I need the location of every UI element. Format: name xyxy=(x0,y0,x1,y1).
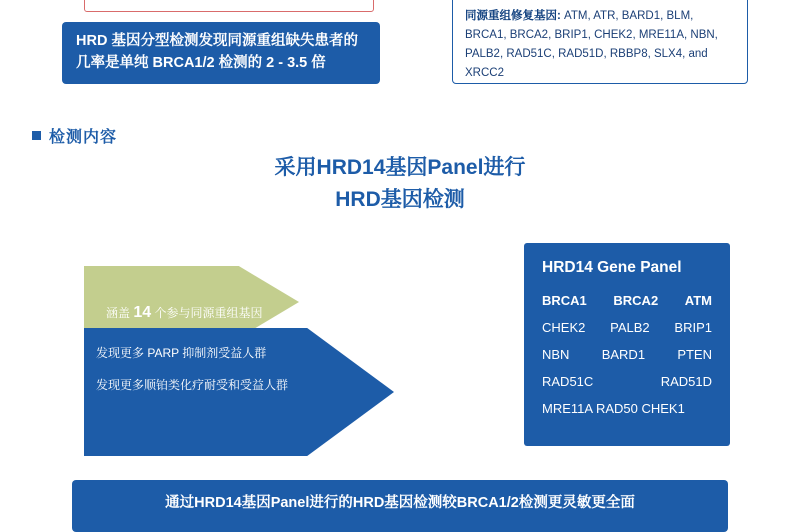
gene-name: BRIP1 xyxy=(674,320,712,335)
arrow-label-genes-prefix: 涵盖 xyxy=(106,306,134,320)
gene-name: BRCA1 xyxy=(542,293,587,308)
arrow-label-genes-suffix: 个参与同源重组基因 xyxy=(151,306,263,320)
gene-name: BARD1 xyxy=(601,347,646,362)
gene-panel-row xyxy=(542,374,712,389)
hr-repair-gene-label: 同源重组修复基因: xyxy=(465,10,561,22)
gene-panel-title: HRD14 Gene Panel xyxy=(542,259,682,276)
gene-name: BRCA2 xyxy=(613,293,659,308)
arrow-graphic xyxy=(84,266,474,456)
diagram-label-right xyxy=(273,0,373,1)
gene-name: NBN xyxy=(542,347,570,362)
square-bullet-icon xyxy=(32,131,41,140)
gene-name: MRE11A RAD50 CHEK1 xyxy=(542,401,685,416)
gene-name: RAD51C xyxy=(542,374,594,389)
page-title-line2: HRD基因检测 xyxy=(335,187,465,211)
page-title-line1: 采用HRD14基因Panel进行 xyxy=(274,156,526,179)
arrow-label-platinum: 发现更多顺铂类化疗耐受和受益人群 xyxy=(96,378,289,392)
gene-panel-row xyxy=(542,320,712,335)
gene-panel-row xyxy=(542,347,712,362)
section-heading-label: 检测内容 xyxy=(49,129,118,146)
section-heading xyxy=(32,124,117,147)
hrd-diagram-fragment xyxy=(84,0,374,12)
gene-name: CHEK2 xyxy=(542,320,586,335)
gene-panel-row xyxy=(542,401,712,416)
hr-repair-gene-box xyxy=(452,0,748,84)
gene-panel-row xyxy=(542,293,712,308)
hr-repair-gene-list: ATM, ATR, BARD1, BLM, BRCA1, BRCA2, BRIP1, CHEK2, MRE11A, NBN, PALB2, RAD51C, RAD51D, RBBP8, SLX4, and XRCC2 xyxy=(465,10,718,79)
bottom-summary-bar: 通过HRD14基因Panel进行的HRD基因检测较BRCA1/2检测更灵敏更全面 xyxy=(72,480,728,532)
arrow-shape-olive xyxy=(84,266,299,338)
arrow-label-parp: 发现更多 PARP 抑制剂受益人群 xyxy=(96,346,267,360)
arrow-label-genes-number: 14 xyxy=(133,304,152,321)
diagram-label-left xyxy=(91,0,191,1)
arrow-label-genes xyxy=(106,304,262,322)
hrd-caption-bar: HRD 基因分型检测发现同源重组缺失患者的几率是单纯 BRCA1/2 检测的 2 - 3.5 倍 xyxy=(62,22,380,84)
gene-panel-card xyxy=(524,243,730,446)
gene-name: ATM xyxy=(684,293,712,308)
gene-name: PALB2 xyxy=(610,320,650,335)
gene-name: PTEN xyxy=(677,347,712,362)
gene-name: RAD51D xyxy=(660,374,712,389)
page-title xyxy=(180,152,620,215)
